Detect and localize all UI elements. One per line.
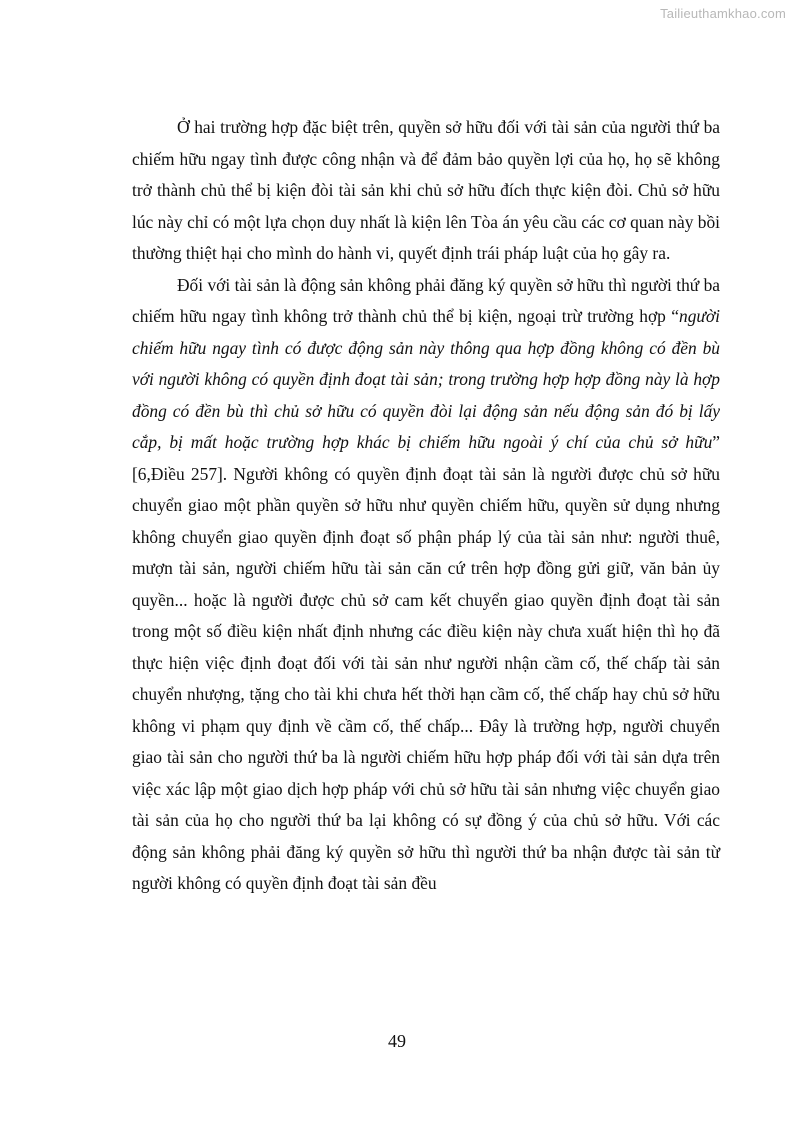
document-body <box>132 112 720 900</box>
paragraph-2-rest: ” [6,Điều 257]. Người không có quyền định đoạt tài sản là người được chủ sở hữu chuyển giao một phần quyền sở hữu như quyền chiếm hữu, quyền sử dụng nhưng không chuyển giao quyền định đoạt số phận pháp lý của tài sản như: người thuê, mượn tài sản, người chiếm hữu tài sản căn cứ trên hợp đồng gửi giữ, văn bản ủy quyền... hoặc là người được chủ sở cam kết chuyển giao quyền định đoạt tài sản trong một số điều kiện nhất định nhưng các điều kiện này chưa xuất hiện thì họ đã thực hiện việc định đoạt đối với tài sản như người nhận cầm cố, thế chấp tài sản chuyển nhượng, tặng cho tài khi chưa hết thời hạn cầm cố, thế chấp hay chủ sở hữu không vi phạm quy định về cầm cố, thế chấp... Đây là trường hợp, người chuyển giao tài sản cho người thứ ba là người chiếm hữu hợp pháp đối với tài sản dựa trên việc xác lập một giao dịch hợp pháp với chủ sở hữu tài sản nhưng việc chuyển giao tài sản của họ cho người thứ ba lại không có sự đồng ý của chủ sở hữu. Với các động sản không phải đăng ký quyền sở hữu thì người thứ ba nhận được tài sản từ người không có quyền định đoạt tài sản đều <box>132 432 720 893</box>
paragraph-1: Ở hai trường hợp đặc biệt trên, quyền sở hữu đối với tài sản của người thứ ba chiếm hữu ngay tình được công nhận và để đảm bảo quyền lợi của họ, họ sẽ không trở thành chủ thể bị kiện đòi tài sản khi chủ sở hữu đích thực kiện đòi. Chủ sở hữu lúc này chỉ có một lựa chọn duy nhất là kiện lên Tòa án yêu cầu các cơ quan này bồi thường thiệt hại cho mình do hành vi, quyết định trái pháp luật của họ gây ra. <box>132 117 720 263</box>
page-number: 49 <box>388 1031 406 1051</box>
paragraph-2 <box>132 270 720 900</box>
paragraph-2-intro: Đối với tài sản là động sản không phải đăng ký quyền sở hữu thì người thứ ba chiếm hữu ngay tình không trở thành chủ thể bị kiện, ngoại trừ trường hợp “ <box>132 274 720 326</box>
watermark: Tailieuthamkhao.com <box>660 6 786 21</box>
legal-quote: người chiếm hữu ngay tình có được động sản này thông qua hợp đồng không có đền bù với người không có quyền định đoạt tài sản; trong trường hợp hợp đồng này là hợp đồng có đền bù thì chủ sở hữu có quyền đòi lại động sản nếu động sản đó bị lấy cắp, bị mất hoặc trường hợp khác bị chiếm hữu ngoài ý chí của chủ sở hữu <box>132 306 720 452</box>
